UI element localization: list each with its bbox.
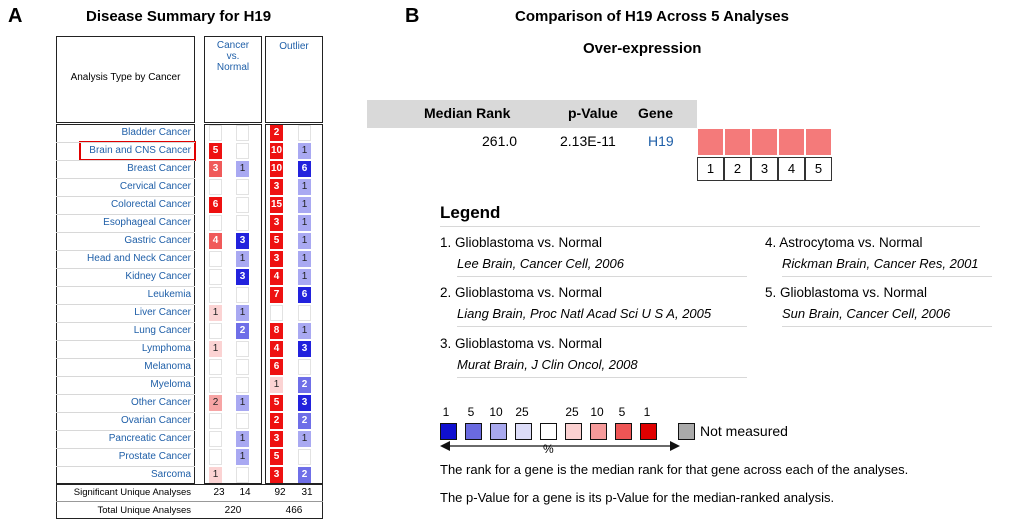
outlier-column: [265, 124, 323, 484]
outlier-down-cell[interactable]: 3: [298, 395, 311, 411]
analysis-type-header: [56, 36, 195, 123]
cancer-row-label[interactable]: Lung Cancer: [133, 325, 191, 336]
cancer-vs-normal-column: [204, 124, 262, 484]
median-rank-value: 261.0: [482, 133, 518, 149]
outlier-down-cell[interactable]: 1: [298, 215, 311, 231]
cvn-up-cell[interactable]: 2: [209, 395, 222, 411]
cvn-up-cell[interactable]: [209, 377, 222, 393]
legend-item-1-source: Lee Brain, Cancer Cell, 2006: [457, 256, 624, 271]
scale-swatch-9: [640, 423, 657, 440]
cancer-row-label[interactable]: Colorectal Cancer: [110, 199, 191, 210]
outlier-up-cell[interactable]: 3: [270, 179, 283, 195]
cvn-down-cell[interactable]: [236, 377, 249, 393]
scale-label: 10: [489, 405, 503, 419]
cancer-row-label[interactable]: Lymphoma: [141, 343, 191, 354]
cvn-up-cell[interactable]: 1: [209, 341, 222, 357]
cvn-down-cell[interactable]: 3: [236, 269, 249, 285]
gene-header: Gene: [638, 105, 674, 121]
percent-label: %: [543, 442, 554, 456]
scale-label: 10: [590, 405, 604, 419]
cvn-down-cell[interactable]: [236, 341, 249, 357]
scale-label: 5: [618, 405, 626, 419]
outlier-up-cell[interactable]: 6: [270, 359, 283, 375]
scale-label: 5: [467, 405, 475, 419]
outlier-up-cell[interactable]: 10: [270, 161, 283, 177]
total-outlier: 466: [285, 505, 303, 516]
outlier-up-cell[interactable]: [270, 305, 283, 321]
cvn-down-cell[interactable]: 2: [236, 323, 249, 339]
significant-out-up: 92: [274, 487, 286, 498]
legend-item-divider: [457, 326, 747, 327]
total-label: Total Unique Analyses: [97, 505, 191, 516]
outlier-header: [265, 36, 323, 123]
cvn-up-cell[interactable]: [209, 287, 222, 303]
cvn-up-cell[interactable]: [209, 359, 222, 375]
legend-item-1-title: 1. Glioblastoma vs. Normal: [440, 235, 603, 250]
cvn-up-cell[interactable]: [209, 215, 222, 231]
legend-item-4-source: Rickman Brain, Cancer Res, 2001: [782, 256, 979, 271]
legend-item-2-source: Liang Brain, Proc Natl Acad Sci U S A, 2005: [457, 306, 712, 321]
outlier-down-cell[interactable]: 1: [298, 269, 311, 285]
cvn-down-cell[interactable]: 1: [236, 305, 249, 321]
cvn-up-cell[interactable]: 6: [209, 197, 222, 213]
cancer-row-label[interactable]: Myeloma: [150, 379, 191, 390]
analysis-2-rank-cell[interactable]: [724, 128, 751, 156]
outlier-up-cell[interactable]: 5: [270, 395, 283, 411]
analysis-5-rank-cell[interactable]: [805, 128, 832, 156]
outlier-down-cell[interactable]: 6: [298, 287, 311, 303]
cvn-down-cell[interactable]: [236, 359, 249, 375]
outlier-up-cell[interactable]: 3: [270, 467, 283, 483]
footnote-rank: The rank for a gene is the median rank for that gene across each of the analyses.: [440, 462, 909, 477]
scale-label: 25: [565, 405, 579, 419]
outlier-down-cell[interactable]: 1: [298, 323, 311, 339]
outlier-down-cell[interactable]: [298, 305, 311, 321]
cancer-row-label[interactable]: Cervical Cancer: [119, 181, 191, 192]
legend-item-5-source: Sun Brain, Cancer Cell, 2006: [782, 306, 951, 321]
outlier-down-cell[interactable]: [298, 449, 311, 465]
legend-item-3-source: Murat Brain, J Clin Oncol, 2008: [457, 357, 638, 372]
panel-b-title: Comparison of H19 Across 5 Analyses: [515, 8, 789, 25]
median-rank-header: Median Rank: [424, 105, 511, 121]
outlier-down-cell[interactable]: 1: [298, 233, 311, 249]
cvn-up-cell[interactable]: 5: [209, 143, 222, 159]
cvn-up-cell[interactable]: [209, 125, 222, 141]
outlier-down-cell[interactable]: 6: [298, 161, 311, 177]
legend-item-divider: [782, 326, 992, 327]
cancer-vs-normal-label: Cancer vs. Normal: [216, 40, 250, 73]
cancer-row-label[interactable]: Other Cancer: [130, 397, 191, 408]
outlier-down-cell[interactable]: 1: [298, 143, 311, 159]
legend-divider: [440, 226, 980, 227]
legend-item-2-title: 2. Glioblastoma vs. Normal: [440, 285, 603, 300]
cvn-down-cell[interactable]: [236, 287, 249, 303]
cvn-down-cell[interactable]: [236, 215, 249, 231]
scale-swatch-1: [440, 423, 457, 440]
gene-link[interactable]: H19: [648, 133, 674, 149]
cvn-down-cell[interactable]: 1: [236, 251, 249, 267]
outlier-up-cell[interactable]: 5: [270, 233, 283, 249]
cvn-up-cell[interactable]: [209, 269, 222, 285]
outlier-down-cell[interactable]: [298, 359, 311, 375]
outlier-up-cell[interactable]: 2: [270, 413, 283, 429]
legend-item-divider: [782, 276, 992, 277]
outlier-down-cell[interactable]: 3: [298, 341, 311, 357]
legend-item-5-title: 5. Glioblastoma vs. Normal: [765, 285, 928, 300]
cancer-row-label[interactable]: Pancreatic Cancer: [108, 433, 191, 444]
analysis-number-3: 3: [751, 157, 778, 181]
analysis-number-4: 4: [778, 157, 805, 181]
cancer-row-label[interactable]: Prostate Cancer: [118, 451, 191, 462]
outlier-down-cell[interactable]: 1: [298, 431, 311, 447]
outlier-up-cell[interactable]: 3: [270, 431, 283, 447]
not-measured-label: Not measured: [700, 423, 788, 439]
cvn-up-cell[interactable]: 1: [209, 305, 222, 321]
outlier-down-cell[interactable]: 1: [298, 179, 311, 195]
outlier-down-cell[interactable]: 2: [298, 413, 311, 429]
significant-cvn-up: 23: [213, 487, 225, 498]
cvn-up-cell[interactable]: [209, 323, 222, 339]
cancer-row-label[interactable]: Bladder Cancer: [121, 127, 191, 138]
significant-label: Significant Unique Analyses: [73, 487, 191, 498]
outlier-down-cell[interactable]: 1: [298, 197, 311, 213]
cvn-down-cell[interactable]: [236, 179, 249, 195]
panel-b-subtitle: Over-expression: [583, 40, 702, 57]
legend-item-divider: [457, 377, 747, 378]
cancer-row-label[interactable]: Breast Cancer: [127, 163, 191, 174]
outlier-up-cell[interactable]: 4: [270, 269, 283, 285]
cancer-row-label[interactable]: Ovarian Cancer: [120, 415, 191, 426]
outlier-up-cell[interactable]: 4: [270, 341, 283, 357]
analysis-number-2: 2: [724, 157, 751, 181]
cvn-down-cell[interactable]: [236, 197, 249, 213]
pvalue-header: p-Value: [568, 105, 618, 121]
scale-swatch-2: [465, 423, 482, 440]
analysis-3-rank-cell[interactable]: [751, 128, 778, 156]
footnote-pvalue: The p-Value for a gene is its p-Value for the median-ranked analysis.: [440, 490, 835, 505]
cancer-row-label[interactable]: Esophageal Cancer: [103, 217, 191, 228]
cvn-up-cell[interactable]: 1: [209, 467, 222, 483]
legend-item-3-title: 3. Glioblastoma vs. Normal: [440, 336, 603, 351]
analysis-number-5: 5: [805, 157, 832, 181]
significant-out-down: 31: [301, 487, 313, 498]
cancer-row-label[interactable]: Leukemia: [147, 289, 191, 300]
cvn-up-cell[interactable]: [209, 251, 222, 267]
panel-a-letter: A: [8, 5, 23, 27]
cvn-up-cell[interactable]: [209, 431, 222, 447]
analysis-4-rank-cell[interactable]: [778, 128, 805, 156]
outlier-up-cell[interactable]: 3: [270, 215, 283, 231]
total-cvn: 220: [224, 505, 242, 516]
cancer-row-label[interactable]: Sarcoma: [150, 469, 191, 480]
cvn-down-cell[interactable]: [236, 125, 249, 141]
cancer-row-label[interactable]: Gastric Cancer: [124, 235, 191, 246]
scale-swatch-3: [490, 423, 507, 440]
outlier-down-cell[interactable]: 1: [298, 251, 311, 267]
outlier-down-cell[interactable]: [298, 125, 311, 141]
scale-label: 1: [643, 405, 651, 419]
outlier-up-cell[interactable]: 7: [270, 287, 283, 303]
cvn-down-cell[interactable]: 1: [236, 449, 249, 465]
scale-label: 1: [442, 405, 450, 419]
cvn-down-cell[interactable]: [236, 413, 249, 429]
outlier-down-cell[interactable]: 2: [298, 377, 311, 393]
outlier-up-cell[interactable]: 3: [270, 251, 283, 267]
cvn-down-cell[interactable]: [236, 143, 249, 159]
cancer-vs-normal-header: [204, 36, 262, 123]
scale-arrow: [440, 439, 680, 453]
cvn-down-cell[interactable]: 1: [236, 395, 249, 411]
outlier-up-cell[interactable]: 2: [270, 125, 283, 141]
outlier-up-cell[interactable]: 5: [270, 449, 283, 465]
cancer-row-label[interactable]: Head and Neck Cancer: [87, 253, 191, 264]
scale-swatch-5: [540, 423, 557, 440]
scale-label: 25: [515, 405, 529, 419]
cancer-row-label[interactable]: Kidney Cancer: [125, 271, 191, 282]
significant-cvn-down: 14: [239, 487, 251, 498]
panel-b-letter: B: [405, 5, 420, 27]
cvn-up-cell[interactable]: 4: [209, 233, 222, 249]
scale-swatch-8: [615, 423, 632, 440]
legend-title: Legend: [440, 203, 501, 222]
scale-swatch-7: [590, 423, 607, 440]
outlier-down-cell[interactable]: 2: [298, 467, 311, 483]
outlier-up-cell[interactable]: 8: [270, 323, 283, 339]
panel-a-title: Disease Summary for H19: [86, 8, 272, 25]
cvn-down-cell[interactable]: [236, 467, 249, 483]
analysis-type-label: Analysis Type by Cancer: [70, 72, 181, 83]
analysis-number-1: 1: [697, 157, 724, 181]
legend-item-divider: [457, 276, 747, 277]
analysis-1-rank-cell[interactable]: [697, 128, 724, 156]
scale-swatch-6: [565, 423, 582, 440]
cvn-down-cell[interactable]: 1: [236, 431, 249, 447]
cancer-row-label[interactable]: Brain and CNS Cancer: [89, 145, 191, 156]
cvn-up-cell[interactable]: 3: [209, 161, 222, 177]
totals-divider: [56, 501, 323, 502]
outlier-up-cell[interactable]: 1: [270, 377, 283, 393]
cvn-down-cell[interactable]: 3: [236, 233, 249, 249]
legend-item-4-title: 4. Astrocytoma vs. Normal: [765, 235, 923, 250]
outlier-up-cell[interactable]: 15: [270, 197, 283, 213]
cvn-up-cell[interactable]: [209, 179, 222, 195]
cancer-row-label[interactable]: Liver Cancer: [134, 307, 191, 318]
cvn-up-cell[interactable]: [209, 449, 222, 465]
not-measured-swatch: [678, 423, 695, 440]
scale-swatch-4: [515, 423, 532, 440]
cvn-up-cell[interactable]: [209, 413, 222, 429]
cancer-row-label[interactable]: Melanoma: [144, 361, 191, 372]
outlier-label: Outlier: [279, 41, 309, 52]
outlier-up-cell[interactable]: 10: [270, 143, 283, 159]
pvalue-value: 2.13E-11: [560, 133, 616, 149]
cvn-down-cell[interactable]: 1: [236, 161, 249, 177]
